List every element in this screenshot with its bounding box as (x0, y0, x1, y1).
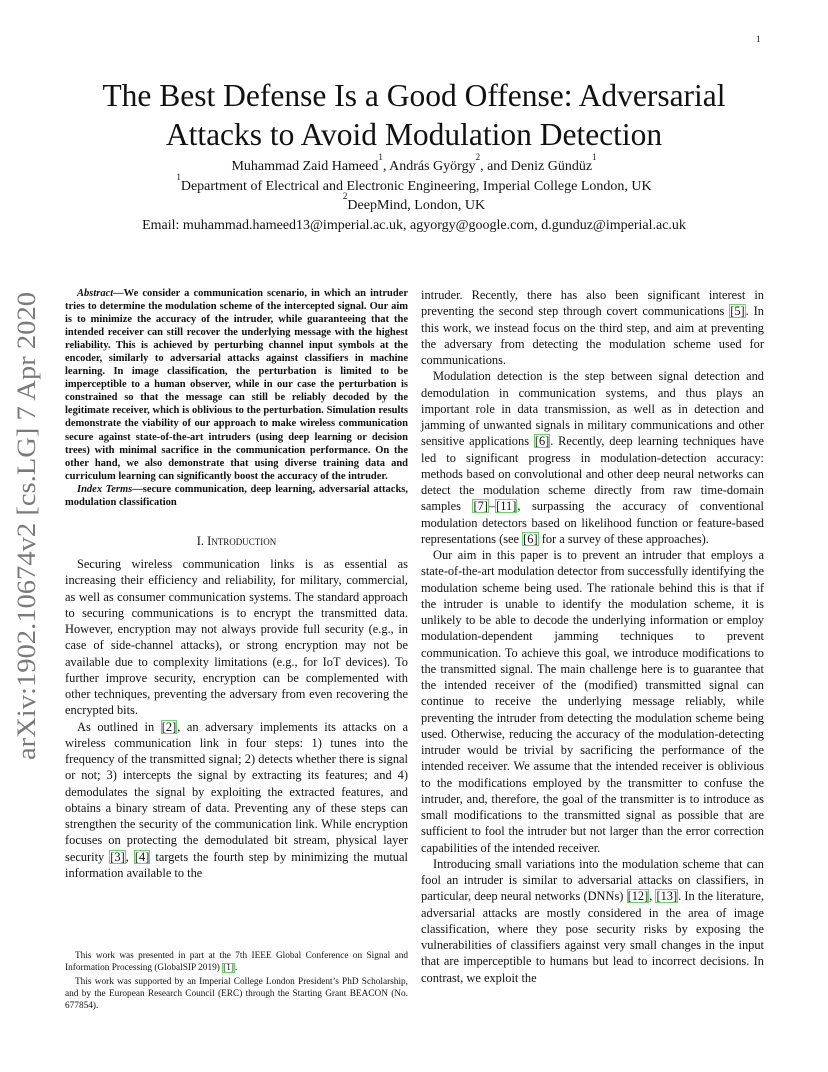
citation-link[interactable]: [7] (473, 499, 488, 514)
affiliation-marker: 1 (176, 171, 181, 182)
abstract-lead: Abstract (77, 288, 114, 299)
text-run: Introducing small variations into the modulation scheme that can fool an intruder is similar to adversarial attacks on classifiers, in particular, deep neural networks (DNNs) (421, 856, 764, 904)
citation-link[interactable]: [12] (627, 889, 649, 904)
title-line-1: The Best Defense Is a Good Offense: Adversarial (102, 78, 726, 113)
arxiv-identifier-stamp (3, 290, 45, 760)
citation-link[interactable]: [6] (523, 531, 538, 546)
text-run: . In this work, we instead focus on the third step, and aim at preventing the adversary from detecting the modulation scheme used for communications. (421, 304, 764, 367)
text-run: . (235, 963, 238, 974)
citation-link[interactable]: [6] (534, 434, 550, 449)
right-column (421, 287, 764, 986)
section-name: Introduction (207, 533, 277, 548)
affiliation-marker: 1 (592, 152, 597, 163)
page-number: 1 (756, 34, 761, 44)
affiliation-marker: 1 (378, 152, 383, 163)
intro-paragraph-2 (65, 719, 408, 882)
text-run: This work was presented in part at the 7th IEEE Global Conference on Signal and Information Processing (GlobalSIP 2019) (65, 951, 408, 974)
citation-link[interactable]: [5] (730, 304, 745, 319)
right-paragraph-2 (421, 368, 764, 547)
text-run: intruder. Recently, there has also been significant interest in preventing the second step through covert communications (421, 288, 764, 319)
citation-link[interactable]: [4] (134, 849, 150, 864)
author-2: , András György (382, 159, 476, 174)
abstract (65, 287, 408, 483)
citation-link[interactable]: [1] (223, 963, 235, 974)
title-line-2: Attacks to Avoid Modulation Detection (165, 117, 663, 152)
section-numeral: I. (196, 533, 208, 548)
affiliation-marker: 2 (475, 152, 481, 163)
text-run: for a survey of these approaches). (538, 531, 709, 546)
index-terms-lead: Index Terms (77, 483, 133, 495)
citation-link[interactable]: [11] (496, 499, 517, 514)
section-heading-introduction (65, 533, 408, 549)
citation-link[interactable]: [3] (110, 849, 125, 864)
footnote-presentation (65, 950, 408, 974)
footnotes (65, 950, 408, 1012)
text-run: Modulation detection is the step between signal detection and demodulation in communication systems, and thus plays an important role in data transmission, as well as in detection and jamming of unwanted signals in military communications and other sensitive applications (421, 369, 764, 449)
right-paragraph-1 (421, 287, 764, 368)
author-1: Muhammad Zaid Hameed (231, 159, 379, 174)
text-run: , an adversary implements its attacks on a wireless communication link in four steps: 1) tunes into the frequency of the transmitted signal; 2) detects whether there is signal or not; 3) intercepts the signal by extracting its features; and 4) demodulates the signal by exploiting the extracted features, and obtains a binary stream of data. Preventing any of these steps can strengthen the security of the communication link. While encryption focuses on protecting the demodulated bit stream, physical layer security (65, 719, 408, 864)
author-block (60, 152, 768, 236)
affiliation-1-text: Department of Electrical and Electronic Engineering, Imperial College London, UK (180, 178, 652, 194)
affiliation-1 (60, 171, 768, 196)
left-column (65, 287, 408, 881)
affiliation-2 (60, 191, 768, 215)
index-terms-text: —secure communication, deep learning, adversarial attacks, modulation classification (65, 483, 408, 508)
footnote-funding: This work was supported by an Imperial College London President’s PhD Scholarship, and by the European Research Council (ERC) through the Starting Grant BEACON (No. 677854). (65, 977, 408, 1012)
affiliation-2-text: DeepMind, London, UK (347, 198, 486, 213)
paper-title (60, 76, 768, 154)
text-run: . Recently, deep learning techniques have led to significant progress in modulation-detection accuracy: methods based on convolutional and other deep neural networks can detect the modulation scheme directly from raw time-domain samples (421, 434, 764, 514)
abstract-text: —We consider a communication scenario, in which an intruder tries to determine the modulation scheme of the intercepted signal. Our aim is to minimize the accuracy of the intruder, while guaranteeing that the intended receiver can still recover the underlying message with the highest reliability. This is achieved by perturbing channel input symbols at the encoder, similarly to adversarial attacks against classifiers in machine learning. In image classification, the perturbation is limited to be imperceptible to a human observer, while in our case the perturbation is constrained so that the message can still be reliably decoded by the legitimate receiver, which is oblivious to the perturbation. Simulation results demonstrate the viability of our approach to make wireless communication secure against state-of-the-art intruders (using deep learning or decision trees) with minimal sacrifice in the communication performance. On the other hand, we also demonstrate that using diverse training data and curriculum learning can significantly boost the accuracy of the intruder. (65, 288, 408, 482)
author-emails: Email: muhammad.hameed13@imperial.ac.uk, agyorgy@google.com, d.gunduz@imperial.ac.uk (142, 217, 686, 233)
text-run: , (125, 849, 134, 864)
text-run: – (488, 499, 496, 514)
author-names (60, 152, 768, 176)
right-paragraph-3: Our aim in this paper is to prevent an intruder that employs a state-of-the-art modulation detector from successfully identifying the modulation scheme being used. The rationale behind this is that if the intruder is unable to identify the modulation scheme, it is unlikely to be able to decode the underlying information or employ modulation-dependent jamming techniques to prevent communication. To achieve this goal, we introduce modifications to the transmitted signal. The main challenge here is to guarantee that the intended receiver of the (modified) transmitted signal can continue to receive the underlying message reliably, while preventing the intruder from detecting the modulation scheme being used. Otherwise, reducing the accuracy of the modulation-detecting intruder would be trivial by sacrificing the performance of the intended receiver. We assume that the intended receiver is oblivious to the modifications employed by the transmitter to confuse the intruder, and, therefore, the goal of the transmitter is to introduce as small modifications to the transmitted signal as possible that are sufficient to fool the intruder but not larger than the error correction capabilities of the intended receiver. (421, 548, 764, 855)
text-run: . In the literature, adversarial attacks are mostly considered in the area of image classification, where they pose security risks by exposing the vulnerabilities of classifiers against very small changes in the input that are imperceptible to humans but lead to incorrect decisions. In contrast, we exploit the (421, 889, 764, 985)
intro-paragraph-1: Securing wireless communication links is as essential as increasing their efficiency and reliability, for military, commercial, as well as consumer communication systems. The standard approach to securing communications is to encrypt the transmitted data. However, encryption may not always provide full security (e.g., in case of side-channel attacks), or strong encryption may not be available due to complexity limitations (e.g., for IoT devices). To further improve security, encryption can be complemented with other techniques, preventing the adversary from even recovering the encrypted bits. (65, 557, 408, 718)
text-run: As outlined in (77, 719, 161, 734)
author-3: , and Deniz Gündüz (480, 159, 593, 174)
citation-link[interactable]: [2] (161, 719, 177, 734)
citation-link[interactable]: [13] (656, 889, 678, 904)
affiliation-marker: 2 (342, 191, 348, 202)
text-run: , (649, 889, 656, 904)
index-terms (65, 483, 408, 509)
text-run: targets the fourth step by minimizing the mutual information available to the (65, 849, 408, 880)
right-paragraph-4 (421, 856, 764, 986)
arxiv-id-text: arXiv:1902.10674v2 [cs.LG] 7 Apr 2020 (11, 325, 41, 760)
text-run: , surpassing the accuracy of conventional modulation detectors based on likelihood function or feature-based representations (see (421, 499, 764, 546)
